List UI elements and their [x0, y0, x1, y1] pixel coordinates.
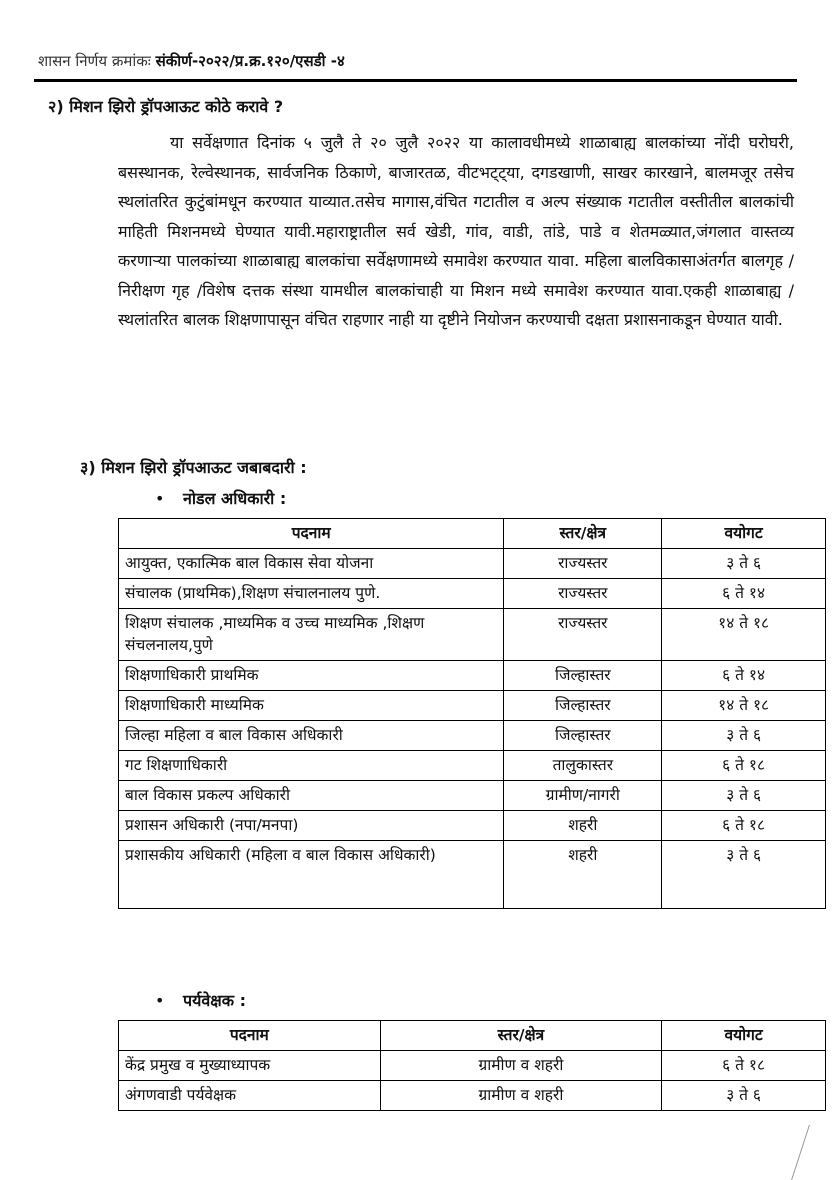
designation-cell: आयुक्त, एकात्मिक बाल विकास सेवा योजना [119, 549, 504, 579]
age-group-cell: ६ ते १८ [662, 751, 826, 781]
level-cell: राज्यस्तर [504, 609, 662, 661]
table-row [119, 661, 826, 691]
table-header-row [119, 519, 826, 549]
age-group-cell: १४ ते १८ [662, 691, 826, 721]
document-header [38, 50, 798, 72]
level-cell: तालुकास्तर [504, 751, 662, 781]
age-group-cell: ३ ते ६ [662, 1081, 826, 1111]
bullet-dot-icon: • [155, 991, 165, 1010]
table-row [119, 1081, 826, 1111]
nodal-officer-table [118, 518, 826, 909]
table-header-row [119, 1021, 826, 1051]
table-row [119, 721, 826, 751]
column-header-age-group: वयोगट [662, 1021, 826, 1051]
table-row [119, 751, 826, 781]
section-3-heading: ३) मिशन झिरो ड्रॉपआऊट जबाबदारी : [80, 458, 307, 477]
level-cell: जिल्हास्तर [504, 691, 662, 721]
gr-number-label: शासन निर्णय क्रमांकः [38, 52, 151, 70]
age-group-cell: ३ ते ६ [662, 549, 826, 579]
level-cell: ग्रामीण व शहरी [380, 1081, 662, 1111]
age-group-cell: १४ ते १८ [662, 609, 826, 661]
table-row [119, 549, 826, 579]
column-header-level: स्तर/क्षेत्र [380, 1021, 662, 1051]
section-2-paragraph-text: या सर्वेक्षणात दिनांक ५ जुलै ते २० जुलै २०२२ या कालावधीमध्ये शाळाबाह्य बालकांच्या नोंदी घरोघरी, बसस्थानक, रेल्वेस्थानक, सार्वजनिक ठिकाणे, बाजारतळ, वीटभट्ट्या, दगडखाणी, साखर कारखाने, बालमजूर तसेच स्थलांतरित कुटुंबांमधून करण्यात याव्यात.तसेच मागास,वंचित गटातील व अल्प संख्याक गटातील वस्तीतील बालकांची माहिती मिशनमध्ये घेण्यात यावी.महाराष्ट्रातील सर्व खेडी, गांव, वाडी, तांडे, पाडे व शेतमळ्यात,जंगलात वास्तव्य करणाऱ्या पालकांच्या शाळाबाह्य बालकांचा सर्वेक्षणामध्ये समावेश करण्यात यावा. महिला बालविकासाअंतर्गत बालगृह / निरीक्षण गृह /विशेष दत्तक संस्था यामधील बालकांचाही या मिशन मध्ये समावेश करण्यात यावा.एकही शाळाबाह्य /स्थलांतरित बालक शिक्षणापासून वंचित राहणार नाही या दृष्टीने नियोजन करण्याची दक्षता प्रशासनाकडून घेण्यात यावी. [118, 133, 794, 329]
supervisor-table [118, 1020, 826, 1111]
table-row [119, 579, 826, 609]
age-group-cell: ६ ते १८ [662, 811, 826, 841]
age-group-cell: ६ ते १८ [662, 1051, 826, 1081]
level-cell: ग्रामीण/नागरी [504, 781, 662, 811]
designation-cell: केंद्र प्रमुख व मुख्याध्यापक [119, 1051, 381, 1081]
age-group-cell: ३ ते ६ [662, 841, 826, 909]
table-row [119, 609, 826, 661]
column-header-age-group: वयोगट [662, 519, 826, 549]
supervisor-bullet [155, 990, 246, 1012]
level-cell: जिल्हास्तर [504, 661, 662, 691]
column-header-designation: पदनाम [119, 519, 504, 549]
level-cell: शहरी [504, 841, 662, 909]
gr-number-code: संकीर्ण-२०२२/प्र.क्र.१२०/एसडी -४ [155, 52, 345, 70]
nodal-officer-label: नोडल अधिकारी : [183, 489, 287, 508]
section-2-heading: २) मिशन झिरो ड्रॉपआऊट कोठे करावे ? [48, 97, 284, 116]
designation-cell: प्रशासन अधिकारी (नपा/मनपा) [119, 811, 504, 841]
table-row [119, 781, 826, 811]
supervisor-label: पर्यवेक्षक : [183, 991, 246, 1010]
designation-cell: जिल्हा महिला व बाल विकास अधिकारी [119, 721, 504, 751]
designation-cell: प्रशासकीय अधिकारी (महिला व बाल विकास अधिकारी) [119, 841, 504, 909]
designation-cell: शिक्षणाधिकारी प्राथमिक [119, 661, 504, 691]
age-group-cell: ६ ते १४ [662, 579, 826, 609]
level-cell: जिल्हास्तर [504, 721, 662, 751]
level-cell: ग्रामीण व शहरी [380, 1051, 662, 1081]
section-2-paragraph [118, 128, 794, 335]
page-edge-mark [791, 1125, 838, 1180]
designation-cell: शिक्षणाधिकारी माध्यमिक [119, 691, 504, 721]
table-row [119, 811, 826, 841]
designation-cell: संचालक (प्राथमिक),शिक्षण संचालनालय पुणे. [119, 579, 504, 609]
level-cell: राज्यस्तर [504, 579, 662, 609]
level-cell: राज्यस्तर [504, 549, 662, 579]
designation-cell: शिक्षण संचालक ,माध्यमिक व उच्च माध्यमिक ,शिक्षण संचलनालय,पुणे [119, 609, 504, 661]
age-group-cell: ६ ते १४ [662, 661, 826, 691]
level-cell: शहरी [504, 811, 662, 841]
designation-cell: बाल विकास प्रकल्प अधिकारी [119, 781, 504, 811]
column-header-level: स्तर/क्षेत्र [504, 519, 662, 549]
table-row [119, 691, 826, 721]
column-header-designation: पदनाम [119, 1021, 381, 1051]
header-rule [34, 79, 797, 82]
bullet-dot-icon: • [155, 489, 165, 508]
designation-cell: गट शिक्षणाधिकारी [119, 751, 504, 781]
designation-cell: अंगणवाडी पर्यवेक्षक [119, 1081, 381, 1111]
age-group-cell: ३ ते ६ [662, 781, 826, 811]
table-row [119, 841, 826, 909]
age-group-cell: ३ ते ६ [662, 721, 826, 751]
nodal-officer-bullet [155, 488, 286, 510]
table-row [119, 1051, 826, 1081]
